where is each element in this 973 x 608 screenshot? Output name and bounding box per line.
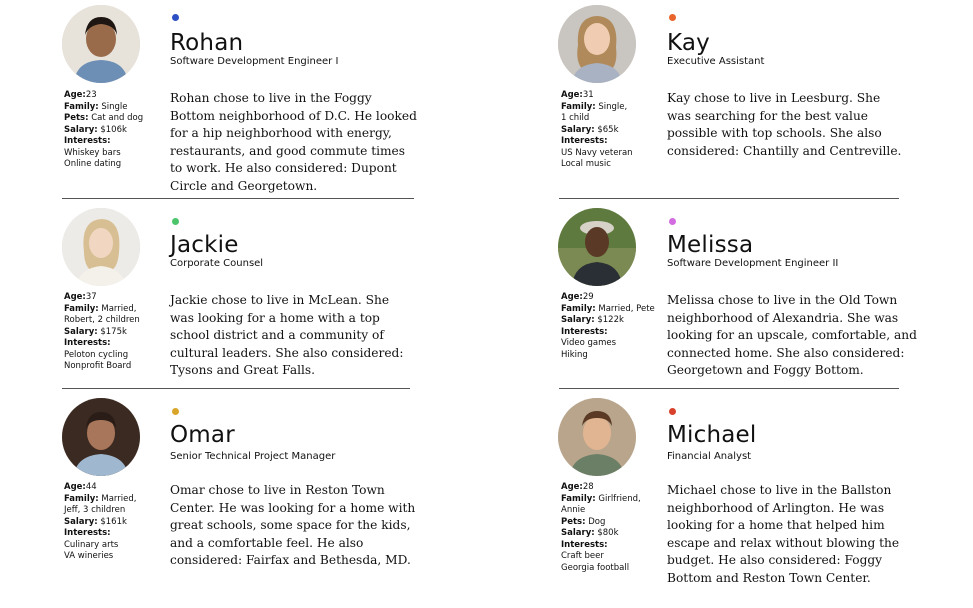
job-title: Executive Assistant [667,56,765,67]
avatar-michael [558,398,636,476]
avatar-melissa [558,208,636,286]
divider [62,198,414,199]
story-text: Melissa chose to live in the Old Town neighborhood of Alexandria. She was looking for an upscale, comfortable, and connected home. She also considered: Georgetown and Foggy Bottom. [667,293,917,377]
person-name: Kay [667,30,710,56]
color-dot [669,408,676,415]
divider [62,388,410,389]
color-dot [172,218,179,225]
job-title: Software Development Engineer II [667,258,839,269]
facts-block: Age:23 Family: Single Pets: Cat and dog Salary: $106k Interests: Whiskey bars Online dating [64,90,144,169]
divider [559,388,899,389]
job-title: Software Development Engineer I [170,56,339,67]
person-name: Omar [170,422,235,448]
person-name: Melissa [667,232,754,258]
person-name: Rohan [170,30,244,56]
facts-block: Age:37 Family: Married, Robert, 2 children Salary: $175k Interests: Peloton cycling Nonprofit Board [64,292,140,371]
avatar-kay [558,5,636,83]
story-text: Rohan chose to live in the Foggy Bottom neighborhood of D.C. He looked for a hip neighborhood with energy, restaurants, and good commute times to work. He also considered: Dupont Circle and Georgetown. [170,91,417,193]
person-name: Jackie [170,232,239,258]
avatar-omar [62,398,140,476]
avatar-rohan [62,5,140,83]
color-dot [669,218,676,225]
color-dot [669,14,676,21]
person-name: Michael [667,422,757,448]
job-title: Financial Analyst [667,451,752,462]
facts-block: Age:44 Family: Married, Jeff, 3 children Salary: $161k Interests: Culinary arts VA wineries [64,482,137,561]
story-text: Michael chose to live in the Ballston neighborhood of Arlington. He was looking for a home that helped him escape and relax without blowing the budget. He also considered: Foggy Bottom and Reston Town Center. [667,483,900,585]
color-dot [172,14,179,21]
job-title: Corporate Counsel [170,258,264,269]
story-text: Omar chose to live in Reston Town Center. He was looking for a home with great schools, some space for the kids, and a comfortable feel. He also considered: Fairfax and Bethesda, MD. [170,483,416,567]
job-title: Senior Technical Project Manager [170,451,336,462]
facts-block: Age:31 Family: Single, 1 child Salary: $65k Interests: US Navy veteran Local music [561,90,633,169]
facts-block: Age:28 Family: Girlfriend, Annie Pets: Dog Salary: $80k Interests: Craft beer Georgia football [561,482,641,573]
divider [559,198,899,199]
story-text: Kay chose to live in Leesburg. She was searching for the best value possible with top schools. She also considered: Chantilly and Centreville. [667,91,902,158]
color-dot [172,408,179,415]
facts-block: Age:29 Family: Married, Pete Salary: $122k Interests: Video games Hiking [561,292,655,360]
story-text: Jackie chose to live in McLean. She was looking for a home with a top school district and a community of cultural leaders. She also considered: Tysons and Great Falls. [170,293,404,377]
avatar-jackie [62,208,140,286]
